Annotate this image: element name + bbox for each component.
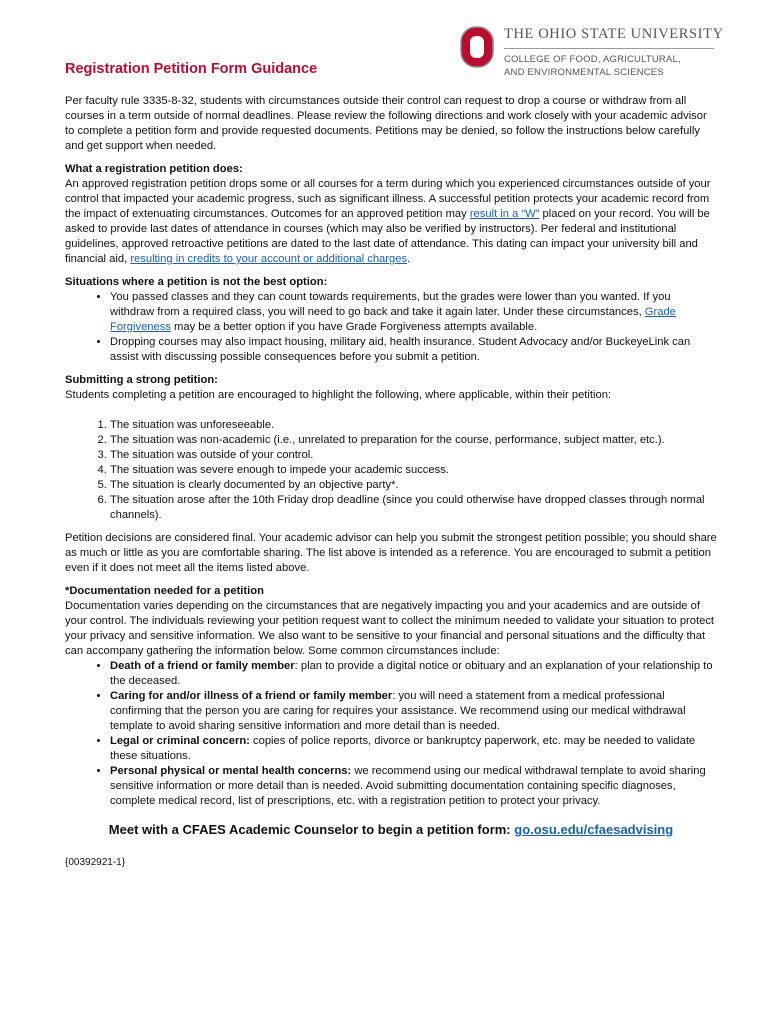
- strong-petition-list: [65, 418, 717, 523]
- cfaes-advising-link[interactable]: go.osu.edu/cfaesadvising: [514, 822, 674, 837]
- situations-list: [65, 290, 717, 365]
- credits-charges-link[interactable]: resulting in credits to your account or additional charges: [130, 253, 408, 265]
- doc-item-label: Death of a friend or family member: [110, 660, 295, 672]
- list-item: [110, 734, 717, 764]
- grade-forgiveness-link[interactable]: Grade Forgiveness: [110, 306, 676, 333]
- list-item: 1. The situation was unforeseeable.: [110, 418, 717, 433]
- what-text-2: placed on your record. You will be asked to provide last dates of attendance in courses (which may also be verified by instructors). Per federal and institutional guidelines, approved retroactive petitions are dated to the last date of attendance. This dating can impact your university bill and financial aid,: [65, 208, 710, 265]
- situation-1-text: You passed classes and they can count towards requirements, but the grades were lower than you wanted. If you withdraw from a required class, you will need to go back and take it again later. Under these circumstances,: [110, 291, 671, 318]
- list-item: [110, 290, 717, 335]
- situation-1-text-end: may be a better option if you have Grade Forgiveness attempts available.: [170, 321, 538, 333]
- doc-item-text: : you will need a statement from a medical professional confirming that the person you are caring for requires your assistance. We recommend using our medical withdrawal template to avoid sharing sensitive information and more detail than is needed.: [110, 690, 686, 732]
- what-text-1: An approved registration petition drops some or all courses for a term during which you experienced circumstances outside of your control that impacted your academic progress, such as significant illness. A successful petition protects your academic record from the impact of extenuating circumstances. Outcomes for an approved petition may: [65, 178, 711, 220]
- doc-item-label: Caring for and/or illness of a friend or family member: [110, 690, 393, 702]
- list-item: [110, 689, 717, 734]
- what-paragraph: [65, 177, 717, 267]
- list-item: [110, 764, 717, 809]
- documentation-intro: Documentation varies depending on the circumstances that are negatively impacting you and your academics and are outside of your control. The individuals reviewing your petition request want to collect the minimum needed to validate your situation to protect your privacy and sensitive information. We also want to be sensitive to your financial and personal situations and the difficulty that can accompany gathering the information below. Some common circumstances include:: [65, 600, 715, 657]
- doc-item-label: Personal physical or mental health concerns:: [110, 765, 352, 777]
- documentation-heading: *Documentation needed for a petition: [65, 585, 264, 597]
- strong-petition-intro: Students completing a petition are encouraged to highlight the following, where applicable, within their petition:: [65, 389, 612, 401]
- logo-divider: [504, 48, 714, 49]
- situations-heading: Situations where a petition is not the best option:: [65, 276, 328, 288]
- call-to-action: [65, 822, 717, 838]
- intro-paragraph: Per faculty rule 3335-8-32, students with circumstances outside their control can request to drop a course or withdraw from all courses in a term outside of normal deadlines. Please review the following directions and work closely with your academic advisor to complete a petition form and provide requested documents. Petitions may be denied, so follow the instructions below carefully and get support when needed.: [65, 95, 707, 152]
- doc-item-text: : plan to provide a digital notice or obituary and an explanation of your relationship to the deceased.: [110, 660, 713, 687]
- college-line-1: COLLEGE OF FOOD, AGRICULTURAL,: [504, 54, 681, 65]
- page-title: Registration Petition Form Guidance: [65, 61, 318, 77]
- list-item: [110, 659, 717, 689]
- college-line-2: AND ENVIRONMENTAL SCIENCES: [504, 66, 664, 78]
- cta-text: Meet with a CFAES Academic Counselor to begin a petition form:: [108, 822, 515, 837]
- document-id: {00392921-1}: [65, 857, 126, 868]
- list-item: • Dropping courses may also impact housing, military aid, health insurance. Student Advocacy and/or BuckeyeLink can assist with discussing possible consequences before you submit a petition.: [110, 335, 717, 365]
- university-name: THE OHIO STATE UNIVERSITY: [504, 26, 724, 42]
- decisions-paragraph: Petition decisions are considered final. Your academic advisor can help you submit the strongest petition possible; you should share as much or little as you are comfortable sharing. The list above is intended as a reference. You are encouraged to submit a petition even if it does not meet all the items listed above.: [65, 532, 717, 574]
- document-body: [65, 60, 717, 870]
- list-item: 2. The situation was non-academic (i.e., unrelated to preparation for the course, performance, subject matter, etc.).: [110, 433, 717, 448]
- result-in-w-link[interactable]: result in a “W”: [469, 208, 540, 220]
- what-text-3: .: [407, 253, 411, 265]
- what-heading: What a registration petition does:: [65, 163, 243, 175]
- list-item: 4. The situation was severe enough to impede your academic success.: [110, 463, 717, 478]
- strong-petition-heading: Submitting a strong petition:: [65, 374, 218, 386]
- doc-item-text: we recommend using our medical withdrawal template to avoid sharing sensitive information or more detail than is needed. Avoid submitting documentation containing specific diagnoses, complete medical record, list of prescriptions, etc. with a registration petition to protect your privacy.: [110, 765, 706, 807]
- doc-item-label: Legal or criminal concern:: [110, 735, 250, 747]
- list-item: 6. The situation arose after the 10th Friday drop deadline (since you could otherwise have dropped classes through normal channels).: [110, 493, 717, 523]
- documentation-list: [65, 659, 717, 809]
- doc-item-text: copies of police reports, divorce or bankruptcy paperwork, etc. may be needed to validate these situations.: [110, 735, 696, 762]
- list-item: 3. The situation was outside of your control.: [110, 448, 717, 463]
- list-item: 5. The situation is clearly documented by an objective party*.: [110, 478, 717, 493]
